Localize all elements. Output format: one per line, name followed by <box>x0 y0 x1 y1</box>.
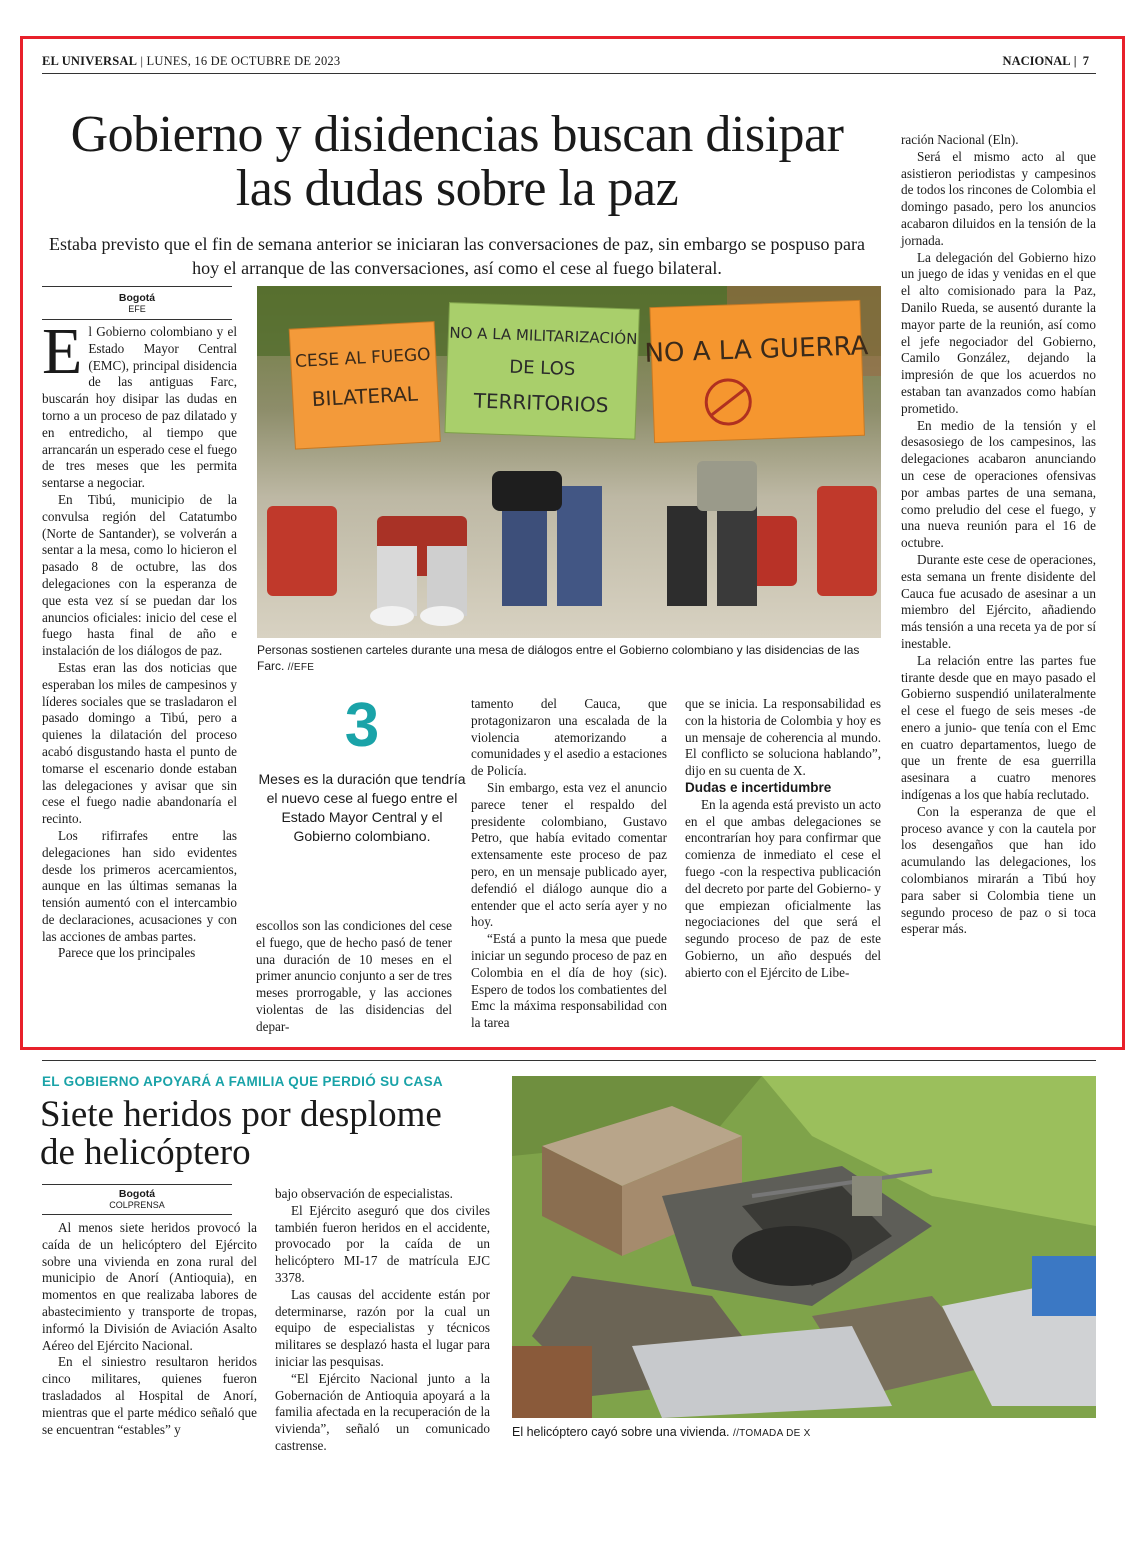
sign-text: TERRITORIOS <box>473 388 609 418</box>
helicopter-crash-illustration <box>512 1076 1096 1418</box>
main-column-3 <box>471 696 667 1046</box>
page-number: 7 <box>1082 54 1089 68</box>
paragraph: El Ejército aseguró que dos civiles también fueron heridos en el accidente, provocado por la caída de un helicóptero MI-17 de matrícula EJC 3378. <box>275 1202 490 1285</box>
paragraph: escollos son las condiciones del cese el fuego, que de hecho pasó de tener una duración de 10 meses en el primer anuncio conjunto a ser de tres meses prorrogable, y las acciones violentas de las disidencias del depar- <box>256 918 452 1034</box>
main-column-1 <box>42 315 237 1044</box>
section-label: NACIONAL | 7 <box>1002 54 1089 68</box>
second-headline: Siete heridos por desplome de helicóptero <box>40 1094 442 1173</box>
paragraph: En Tibú, municipio de la convulsa región del Catatumbo (Norte de Santander), se volverán a sentar a la mesa, como lo hicieron el pasado 8 de octubre, las dos delegaciones con la esperanza de que esta vez sí se puedan dar los anuncios oficiales: inicio del cese el fuego hasta final de año e instalación de los diálogos de paz. <box>42 491 237 659</box>
main-photo-caption: Personas sostienen carteles durante una mesa de diálogos entre el Gobierno colombiano y las disidencias de las Farc. //EFE <box>257 643 860 673</box>
paragraph: que se inicia. La responsabilidad es con la historia de Colombia y hoy es un mensaje de coherencia al mundo. El conflicto se soluciona hablando”, dijo en su cuenta de X. <box>685 696 881 779</box>
paragraph: tamento del Cauca, que protagonizaron una escalada de la violencia atemorizando a comunidades y el asedio a estaciones de Policía. <box>471 696 667 779</box>
second-column-2 <box>275 1186 490 1453</box>
paragraph: bajo observación de especialistas. <box>275 1186 453 1201</box>
paragraph: ración Nacional (Eln). <box>901 132 1019 147</box>
main-column-5 <box>901 132 1096 1046</box>
paragraph: En la agenda está previsto un acto en el que ambas delegaciones se encontrarían hoy para confirmar que comienza de inmediato el cese el fuego -con la respectiva publicación del decreto por parte del Gobierno- y que empiezan oficialmente las negociaciones del que será el segundo proceso de paz de este Gobierno, un año después del abierto con el Ejército de Libe- <box>685 796 881 980</box>
drop-cap: E <box>42 315 83 388</box>
paragraph: Será el mismo acto al que asistieron periodistas y campesinos de todos los rincones de Colombia el domingo pasado, pero los anuncios acabaron diluidos en la tensión de la jornada. <box>901 148 1096 248</box>
running-head: EL UNIVERSAL | LUNES, 16 DE OCTUBRE DE 2023 <box>42 54 341 68</box>
sign-text: DE LOS <box>508 356 576 380</box>
sign-text: BILATERAL <box>311 381 419 412</box>
paragraph: La relación entre las partes fue tirante desde que en mayo pasado el Gobierno suspendió unilateralmente el cese el fuego de seis meses -de enero a junio- que tenía con el Emc en cuatro departamentos, luego de que un frente de esa guerrilla asesinara a cuatro menores indígenas a los que había reclutado. <box>901 652 1096 803</box>
paragraph: Con la esperanza de que el proceso avance y con la cautela por los desengaños que han ido acumulando las delegaciones, los colombianos mirarán a Tibú hoy para saber si Colombia tiene un segundo proceso de paz o si toca esperar más. <box>901 803 1096 937</box>
subhead: Dudas e incertidumbre <box>685 779 832 795</box>
second-column-1 <box>42 1220 257 1442</box>
issue-date: LUNES, 16 DE OCTUBRE DE 2023 <box>146 54 341 68</box>
byline-agency: COLPRENSA <box>109 1200 165 1210</box>
sign-text: NO A LA GUERRA <box>644 331 869 369</box>
byline-city: Bogotá <box>118 1188 156 1200</box>
paragraph: En medio de la tensión y el desasosiego de los campesinos, las delegaciones acabaron anunciando un cese de operaciones ofensivas por ambas partes de una semana, como preludio del cese el fuego, y una nueva reunión para el 16 de octubre. <box>901 417 1096 551</box>
paragraph: Sin embargo, esta vez el anuncio parece tener el respaldo del presidente colombiano, Gustavo Petro, que había evitado comentar extensamente este proceso de paz pero, en un mensaje publicado ayer, defendió el diálogo aunque dio a entender que el acto sería ayer y no hoy. <box>471 779 667 930</box>
sign-text: NO A LA MILITARIZACIÓN <box>449 323 638 349</box>
helicopter-photo-caption: El helicóptero cayó sobre una vivienda. //TOMADA DE X <box>512 1425 811 1439</box>
main-byline <box>42 292 232 314</box>
main-column-2 <box>256 918 452 1046</box>
photo-credit: //TOMADA DE X <box>732 1428 811 1439</box>
factbox-text: Meses es la duración que tendría el nuevo cese al fuego entre el Estado Mayor Central y el Gobierno colombiano. <box>258 771 466 844</box>
paragraph: “El Ejército Nacional junto a la Gobernación de Antioquia apoyará a la familia afectada en la recuperación de la vivienda”, señaló un comunicado castrense. <box>275 1370 490 1453</box>
paragraph: Los rifirrafes entre las delegaciones han sido evidentes desde los primeros acercamientos, aunque en las últimas semanas la tensión aumentó con el intercambio de declaraciones, acusaciones y con las acciones de ambas partes. <box>42 827 237 944</box>
paragraph: Estas eran las dos noticias que esperaban los miles de campesinos y líderes sociales que se trasladaron el pasado domingo a Tibú, pero a quienes la dilatación del proceso acabó disgustando hasta el punto de tomarse el escenario donde estaban las delegaciones y avisar que sin cese el fuego nadie abandonaría el recinto. <box>42 659 237 827</box>
photo-credit: //EFE <box>287 662 315 673</box>
header-rule <box>42 73 1096 74</box>
paragraph: “Está a punto la mesa que puede iniciar un segundo proceso de paz en Colombia en el día de hoy (sic). Espero de todos los combatientes del Emc la máxima responsabilidad con la tarea <box>471 931 667 1031</box>
second-byline <box>42 1188 232 1210</box>
factbox-number: 3 <box>344 691 380 760</box>
byline-rule <box>42 286 232 287</box>
main-column-4 <box>685 696 881 1046</box>
paragraph: En el siniestro resultaron heridos cinco militares, quienes fueron trasladados al Hospital de Anorí, mientras que el parte médico señaló que se encuentran “estables” y <box>42 1354 257 1437</box>
main-deck: Estaba previsto que el fin de semana anterior se iniciaran las conversaciones de paz, sin embargo se pospuso para hoy el arranque de las conversaciones, así como el cese al fuego bilateral. <box>49 234 865 278</box>
publication-name: EL UNIVERSAL <box>42 54 138 68</box>
main-headline: Gobierno y disidencias buscan disipar las dudas sobre la paz <box>70 106 844 217</box>
paragraph: Parece que los principales <box>58 945 196 961</box>
sign-text: CESE AL FUEGO <box>294 344 432 372</box>
lead-paragraph: El Gobierno colombiano y el Estado Mayor Central (EMC), principal disidencia de las antiguas Farc, buscarán hoy disipar las dudas en torno a un proceso de paz dilatado y en entredicho, al tiempo que arrancarán un esperado cese el fuego de tres meses que les permita sentarse a negociar. <box>42 315 237 491</box>
byline-city: Bogotá <box>118 292 156 304</box>
protest-photo-illustration <box>257 286 881 638</box>
paragraph: Las causas del accidente están por determinarse, razón por la cual un equipo de especialistas y técnicos militares se desplazó hasta el lugar para iniciar las pesquisas. <box>275 1286 490 1369</box>
article-separator <box>42 1060 1096 1061</box>
paragraph: Al menos siete heridos provocó la caída de un helicóptero del Ejército sobre una vivienda en zona rural del municipio de Anorí (Antioquia), en momentos en que realizaba labores de abastecimiento y transporte de tropas, informó la División de Aviación Asalto Aéreo del Ejército Nacional. <box>42 1220 257 1353</box>
byline-rule <box>42 1184 232 1185</box>
second-kicker: EL GOBIERNO APOYARÁ A FAMILIA QUE PERDIÓ SU CASA <box>42 1074 443 1089</box>
byline-rule-bottom <box>42 1214 232 1215</box>
helicopter-photo <box>512 1076 1096 1418</box>
main-photo <box>257 286 881 638</box>
byline-agency: EFE <box>128 304 146 314</box>
paragraph: Durante este cese de operaciones, esta semana un frente disidente del Cauca fue acusado de asesinar a un miembro del Ejército, añadiendo más tensión a una receta ya de por sí inestable. <box>901 551 1096 651</box>
paragraph: La delegación del Gobierno hizo un juego de idas y venidas en el que el alto comisionado para la Paz, Danilo Rueda, se ausentó durante la mayor parte de la reunión, así como el jefe negociador del Gobierno, Camilo González, dejando la impresión de que los acuerdos no estaban tan avanzados como habían prometido. <box>901 249 1096 416</box>
